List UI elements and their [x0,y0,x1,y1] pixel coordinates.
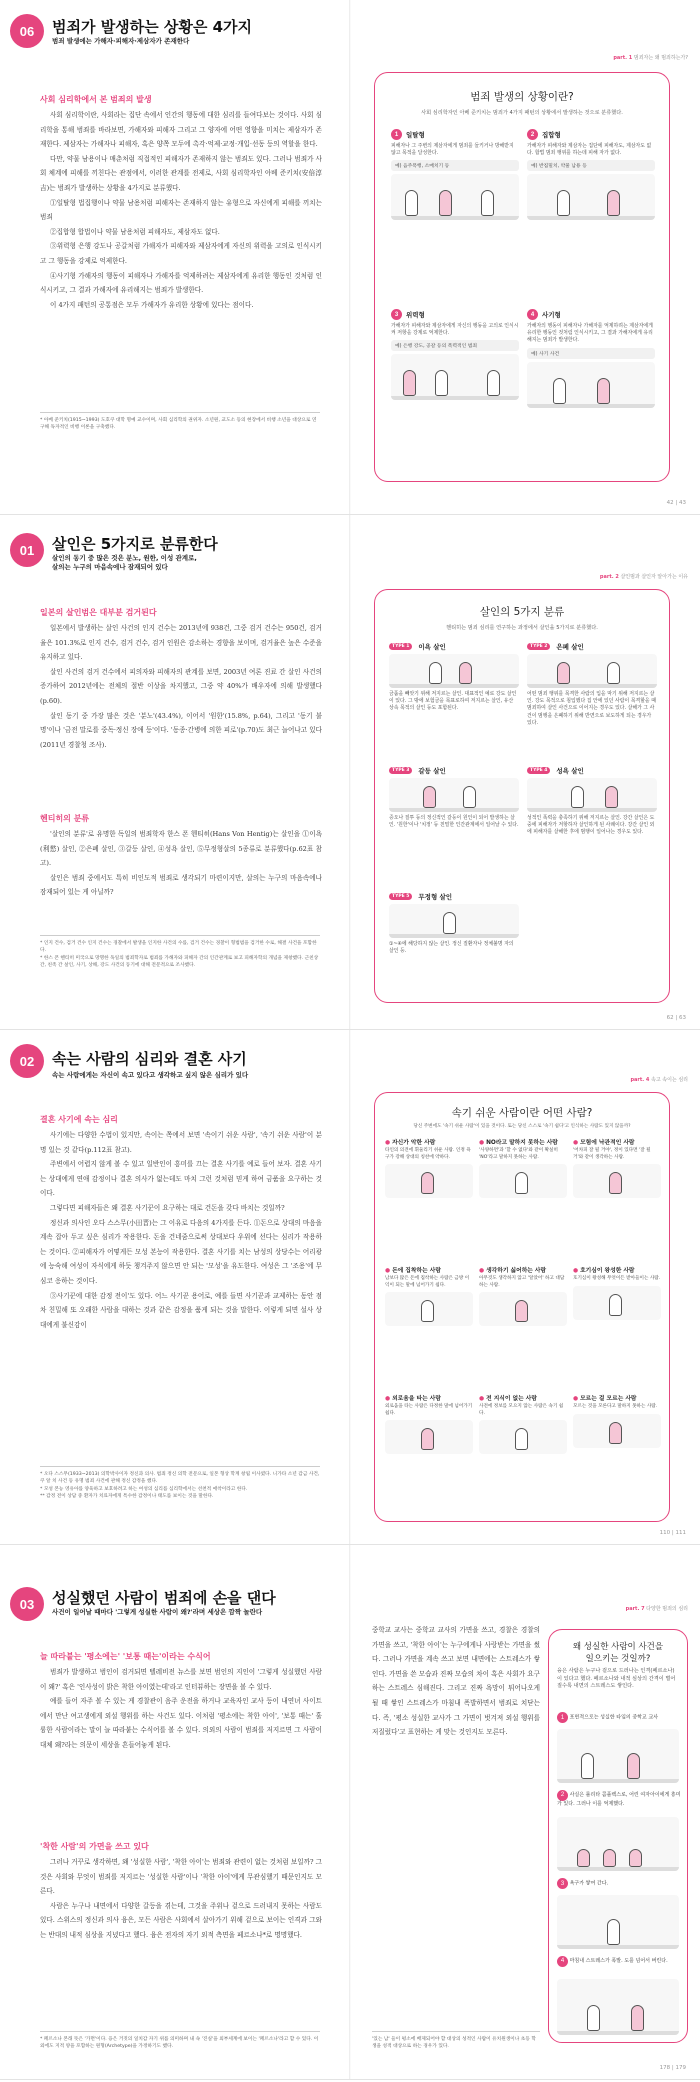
cell-description: 가해자가 피해자와 제삼자에게 자신의 행동을 고의로 인식시켜 저항을 강제로 억제한다. [391,323,519,337]
figure-illustration [527,654,657,688]
chapter-subtitle-line: 살인의 동기 중 많은 것은 분노, 원한, 이성 관계로, [52,554,197,562]
chapter-number-badge: 03 [10,1587,44,1621]
figure-illustration [479,1164,567,1198]
figure-illustration [385,1164,473,1198]
infobox-subtitle: 사회 심리학자인 아베 준키치는 범죄가 4가지 패턴의 상황에서 발생하는 것으로 분류했다. [421,110,623,116]
cell-description: 피해자나 그 주변의 제삼자에게 범죄를 들키거나 방해받지 않고 목적을 달성한다. [391,143,514,157]
paragraph: ③사기꾼에 대한 감정 전이'도 있다. 어느 사기꾼 용어로, 예를 들면 사기꾼과 교제하는 동안 점차 친밀해 또 오래한 사람을 대하는 것과 같은 감정을 품게 되는 것을 말한다. 이렇게 되면 설사 상대에게 불신감이 [40,1291,322,1329]
part-text: 범죄자는 왜 범죄하는가? [633,55,688,61]
cell-label: 집합형 [542,131,561,139]
type-badge: TYPE 2 [527,643,550,650]
infobox-title-line: 왜 성실한 사람이 사건을 [572,1642,664,1652]
part-label: part. 4 [630,1077,650,1083]
infobox-title-line: 일으키는 것일까? [585,1654,651,1664]
infobox [548,1629,688,2043]
trait-label: 외로움을 타는 사람 [392,1396,441,1402]
page-number: 178 | 179 [659,2065,686,2071]
situation-cell [527,129,655,299]
list-item [557,1956,681,1967]
paragraph: 살인은 범죄 중에서도 특히 비인도적 범죄로 생각되기 마련이지만, 살의는 누구의 마음속에나 잠재되어 있는 게 아닐까? [40,873,322,897]
type-cell [389,766,519,886]
page-number: 62 | 63 [666,1015,686,1021]
chapter-title: 속는 사람의 심리와 결혼 사기 [52,1050,247,1068]
part-text: 살인범과 살인자 알아가는 이유 [620,574,688,580]
part-tag [600,573,688,580]
situation-cell [391,309,519,474]
paragraph: '살인의 분류'로 유명한 독일의 범죄학자 한스 폰 헨티히(Hans Von Hentig)는 살인을 ①이욕(利慾) 살인, ②은폐 살인, ③갈등 살인, ④성욕 살인, ⑤무정형살의 5종류로 분류했다(p.62표 참고). [40,830,322,868]
page-number: 110 | 111 [659,1530,686,1536]
trait-cell: ● 외로움을 타는 사람 외로움을 타는 사람은 다정한 말에 넘어가기 쉽다. [385,1393,473,1517]
gutter [349,1545,351,2079]
chapter-subtitle-line: 살의는 누구의 마음속에나 잠재되어 있다 [52,563,168,571]
figure-illustration [391,354,519,400]
trait-description: 타인의 의견에 휘둘리기 쉬운 사람. 인정 욕구가 강해 상대의 칭찬에 약하다. [385,1148,471,1160]
trait-cell: ● 호기심이 왕성한 사람 호기심이 왕성해 무엇이든 받아들이는 사람. [573,1265,661,1389]
type-description: 금품을 빼앗기 위해 저지르는 살인. 대표적인 예로 강도 살인이 있다. 그 밖에 보험금을 목표로하여 저지르는 살인, 유산 상속 목적의 살인 등도 포함된다. [389,691,517,712]
gutter [349,1030,351,1544]
paragraph: 예를 들어 자주 볼 수 있는 게 경찰관이 음주 운전을 하거나 교육자인 교사 등이 내연녀 사이트에서 만난 여고생에게 외설 행위를 하는 사건도 있다. 이처럼 '평소에는 착한 아이', '보통 때는' 훌륭한 사람이라는 말이 늘 따라붙는 수식어를 볼 수 있다. 의외의 사람이 범죄를 저지르면 그 사람이 대체 왜?라는 의문이 세상을 흔들어놓게 된다. [40,1697,322,1749]
list-item-text: 마침내 스트레스가 폭발. 도를 넘어서 버린다. [569,1958,668,1964]
figure-illustration [385,1420,473,1454]
footnote-item: ** 감정 전이 상담 중 환자가 치료자에게 특수한 감정이나 태도를 보이는 것을 말한다. [40,1494,214,1500]
trait-cell: ● 모험에 낙관적인 사람 '어차피 잘 될 거야', 정이 있다면 '잘 될 거'와 같이 생각하는 사람. [573,1137,661,1261]
type-description: ①~④에 해당하지 않는 살인. 정신 질환자나 정체불명 자의 살인 등. [389,941,514,955]
figure-illustration [557,1979,679,2035]
footnote-item: * 한스 폰 헨티히 미국으로 망명한 독일의 범죄학자로 범죄를 가해자와 피해자 간의 인간관계로 보고 피해자학의 개념을 제창했다. 근친상간, 친족 간 살인, 사기, 상해, 강도 사건의 동기에 대해 전문적으로 조사했다. [40,955,319,969]
figure-illustration [479,1292,567,1326]
number-badge: 4 [527,309,538,320]
type-badge: TYPE 3 [389,767,412,774]
figure-illustration [557,1895,679,1949]
number-badge: 1 [557,1712,568,1723]
paragraph: 그러나 거꾸로 생각하면, 왜 '성실한 사람', '착한 아이'는 범죄와 관련이 없는 것처럼 보일까? 그것은 사회와 무엇이 범죄를 저지르는 '성실한 사람'이나 '착한 아이'에게 무관심했기 때문인지도 모른다. [40,1858,322,1896]
chapter-subtitle-line: 사건이 일어날 때마다 '그렇게 성실한 사람이 왜?'라며 세상은 깜짝 놀란다 [52,1608,263,1616]
section-heading: 일본의 살인범은 대부분 검거된다 [40,608,157,617]
figure-illustration [527,778,657,812]
list-item-text: 욕구가 쌓여 간다. [569,1880,609,1887]
type-label: 갈등 살인 [418,767,446,775]
part-label: part. 1 [613,55,633,61]
body-text [40,108,322,312]
body-text [40,1855,322,1943]
trait-description: 아무것도 생각하지 않고 '알았어' 하고 대답하는 사람. [479,1276,565,1288]
paragraph: 사기에는 다양한 수법이 있지만, 속이는 쪽에서 보면 '속이기 쉬운 사람', '속기 쉬운 사람'이 분명 있는 것 같다(p.112표 참고). [40,1131,322,1154]
trait-cell: ● NO라고 말하지 못하는 사람 '사양하면'과 '할 수 없다'와 같이 확실히 'NO'라고 말하지 못하는 사람. [479,1137,567,1261]
paragraph: 일본에서 발생하는 살인 사건의 인지 건수는 2013년에 938건, 그중 검거 건수는 950건, 검거율은 101.3%로 인지 건수, 검거 건수, 검거 인원은 감소하는 경향을 보이며, 검거율은 높은 수준을 유지하고 있다. [40,624,322,662]
footnote: * 아베 준키치(1915~1993) 도호쿠 대학 명예 교수이며, 사회 심리학의 권위자. 소년원, 교도소 등의 현장에서 비행 소년을 대상으로 연구해 독자적인 비행 이론을 구축했다. [40,412,320,432]
infobox [374,589,670,1003]
footnote [40,935,320,970]
list-item [557,1712,658,1723]
body-text [40,1665,322,1753]
figure-illustration [573,1164,661,1198]
cell-description: 가해자의 행동이 피해자나 가해자를 억제하려는 제삼자에게 유리한 행동인 것처럼 인식시키고, 그 결과 가해자에게 유리해지는 범죄가 발생한다. [527,323,653,344]
page-number: 42 | 43 [666,500,686,506]
type-description: 어떤 범죄 행위를 목격한 사람의 입을 막기 위해 저지르는 살인. 강도 목적으로 침입했다 집 안에 있던 사람이 목격할을 때 범죄하여 살인 사건으로 이어지는 경우도 있다. 살해가 그 사건이 범행을 은폐하기 위해 반면으로 보도하게 되는 경우가 있다. [527,691,656,726]
type-description: 성적인 폭력을 충족하기 위해 저지르는 살인. 강간 살인은 도중에 피해자가 저항하자 살인하게 된 사례이다. 강간 살인 외에 피해자를 살해한 후에 범행이 일어나는 경우도 있다. [527,815,655,836]
trait-cell: ● 돈에 집착하는 사람 남보다 많은 돈에 집착하는 사람은 금방 이익이 되는 말에 넘어가기 쉽다. [385,1265,473,1389]
trait-label: NO라고 말하지 못하는 사람 [486,1140,558,1146]
trait-description: 사전에 정보를 모으지 않는 사람은 속기 쉽다. [479,1404,564,1416]
figure-illustration [557,1729,679,1783]
footnote-item: * 인지 건수, 검거 건수 인지 건수는 경찰에서 발생을 인지한 사건의 수를, 검거 건수는 경찰이 형법범을 검거한 수로, 해결 사건을 포함한다. [40,941,317,954]
part-tag [630,1076,688,1083]
footnote: * 페르소나 본래 뜻은 '가면'이다. 융은 거짓의 일치감 자기 위를 의미하며 내 속 '진실'을 외부세계에 보이는 '페르소나'라고 할 수 있다. 이 외에도 지적 양을 포함하는 원형(Archetype)을 가정하기도 했다. [40,2031,320,2051]
type-badge: TYPE 5 [389,893,412,900]
body-text [40,621,322,752]
type-label: 은폐 살인 [556,643,584,651]
spread-2 [0,515,700,1030]
trait-cell: ● 자신가 악한 사람 타인의 의견에 휘둘리기 쉬운 사람. 인정 욕구가 강해 상대의 칭찬에 약하다. [385,1137,473,1261]
chapter-subtitle: 속는 사람에게는 자신이 속고 있다고 생각하고 싶지 않은 심리가 있다 [52,1071,249,1079]
cell-description: 가해자가 피해자와 제삼자는 집단에 피해자도, 제삼자도 없다. 합법 범죄 행위를 하는데 피해 자가 없다. [527,143,652,157]
part-tag [626,1605,688,1612]
type-cell [389,892,519,996]
section-heading: 늘 따라붙는 '평소에는' '보통 때는'이라는 수식어 [40,1652,211,1661]
type-description: 증오나 질투 등의 정신적인 갈등이 원인이 되어 발생하는 살인. '원한'이나 '치정' 등 친밀한 인간관계에서 일어날 수 있다. [389,815,519,829]
figure-illustration [557,1817,679,1871]
infobox-subtitle: 당신 주변에도 '속기 쉬운 사람'이 있을 것이다. 또는 당신 스스로 '속기 쉽다'고 인식하는 사람도 있지 않을까? [413,1124,631,1129]
gutter [349,515,351,1029]
trait-label: 호기심이 왕성한 사람 [580,1268,635,1274]
figure-illustration [391,174,519,220]
paragraph: 범죄가 발생하고 범인이 검거되면 텔레비전 뉴스를 보면 범인의 지인이 '그렇게 성실했던 사람이 왜?' 혹은 '인사성이 밝은 착한 아이였는데'라고 인터뷰하는 장면을 볼 수 있다. [40,1668,322,1691]
chapter-title: 범죄가 발생하는 상황은 4가지 [52,18,252,36]
list-item-text: 포면적으로는 성실한 타입의 중학교 교사 [569,1714,659,1721]
situation-cell [391,129,519,299]
section-heading: '착한 사람'의 가면을 쓰고 있다 [40,1842,149,1851]
cell-example: 예) 사기 사건 [527,348,655,359]
section-heading: 사회 심리학에서 본 범죄의 발생 [40,95,152,104]
footnote [40,1466,320,1501]
paragraph: ④사기형 가해자의 행동이 피해자나 가해자를 억제하려는 제삼자에게 유리한 행동인 것처럼 인식시키고, 그 결과 가해자에 유리해지는 범죄가 발생한다. [40,271,322,295]
chapter-title: 성실했던 사람이 범죄에 손을 댄다 [52,1589,276,1607]
type-badge: TYPE 1 [389,643,412,650]
part-label: part. 7 [625,1606,645,1612]
trait-label: 모험에 낙관적인 사람 [580,1140,635,1146]
type-cell [527,766,657,886]
number-badge: 2 [527,129,538,140]
trait-label: 모르는 걸 모르는 사람 [580,1396,637,1402]
type-label: 무정형 살인 [418,893,453,901]
figure-illustration [573,1414,661,1448]
trait-label: 생각하기 싫어하는 사람 [486,1268,547,1274]
infobox-title: 속기 쉬운 사람이란 어떤 사람? [451,1107,593,1119]
chapter-number-badge: 02 [10,1044,44,1078]
part-label: part. 2 [599,574,619,580]
spread-3 [0,1030,700,1545]
infobox-title: 살인의 5가지 분류 [479,606,565,618]
chapter-number-badge: 06 [10,14,44,48]
paragraph: 사회 심리학이란, 사회라는 집단 속에서 인간의 행동에 대한 심리를 들여다보는 것이다. 사회 심리학을 통해 범죄를 바라보면, 가해자와 피해자 그리고 그 양자에 어떤 영향을 미치는 제삼자가 존재한다. 제삼자는 가해자나 피해자, 혹은 양쪽 모두에 촉각·억제·교정·개입·선동 등의 역할을 한다. [40,111,322,149]
paragraph: 살인 사건의 검거 건수에서 피의자와 피해자의 관계를 보면, 2003년 여론 진료 간 살인 사건의 증가하여 2012년에는 전체의 절반 이상을 차지했고, 그중 약 40%가 배우자에 의해 발생했다(p.60). [40,667,322,705]
trait-description: 호기심이 왕성해 무엇이든 받아들이는 사람. [573,1276,661,1281]
section-heading: 결혼 사기에 속는 심리 [40,1115,118,1124]
sidebar-body-text: 중학교 교사는 중학교 교사의 가면을 쓰고, 경찰은 경찰의 가면을 쓰고, '착한 아이'는 누구에게나 사랑받는 가면을 썼다. 그러나 가면을 계속 쓰고 보면 내면에는 스트레스가 쌓인다. 가면을 쓴 모습과 진짜 모습의 차이 혹은 사회가 요구하는 스트레스 심해진다. 그리고 진짜 욕망이 튀어나오게 될 때 쌓인 스트레스가 마침내 폭발하면서 범죄로 치닫는다. 즉, '평소 성실한 교사가 그 가면이 벗겨져 외설 행위를 저질렀다'고 표현하는 게 맞는 것인지도 모른다. [372,1626,540,1737]
infobox-subtitle: 융은 사람은 누구나 겉으로 드러나는 인격(페르소나)이 있다고 했다. 페르소나와 내적 심상의 간격이 벌어질수록 내면의 스트레스도 쌓인다. [557,1668,676,1690]
situation-cell [527,309,655,474]
type-label: 이욕 살인 [418,643,446,651]
footnote: '있는 남' 들이 평소에 배제되어야 할 대상의 성적인 사람이 유치원생이나 초등 학생을 성적 대상으로 하는 경우가 있다. [372,2031,540,2051]
paragraph: 다만, 약물 남용이나 매춘처럼 직접적인 피해자가 존재하지 않는 범죄도 있다. 그러나 범죄가 사회 체계에 피해를 끼친다는 관점에서, 이러한 관계를 전제로, 사회 심리학자인 아베 준키치(安倍淳吉)는 범죄가 발생하는 상황을 4가지로 분류했다. [40,154,322,192]
trait-description: 외로움을 타는 사람은 다정한 말에 넘어가기 쉽다. [385,1404,473,1416]
paragraph: 정신과 의사인 오다 스스무(小田晋)는 그 이유로 다음의 4가지를 든다. ①돈으로 상대의 마음을 계속 잡아 두고 싶은 심리가 작용한다. 돈을 건네줌으로써 상대보다 우위에 선다는 심리가 작용하는 것이다. ②피해자가 어떻게든 모성 본능이 작용한다. 결혼 사기를 치는 남성의 상당수는 어리광에 능숙해 여성이 자식에게 하듯 챙겨주지 않으면 안 되는 '모성'을 유도한다. 여성은 그 '조용'에 무심코 응하는 것이다. [40,1218,322,1285]
cell-example: 예) 반집밀치, 약물 남용 등 [527,160,655,171]
infobox [374,72,670,482]
cell-label: 일탈형 [406,131,425,139]
type-cell [527,642,657,760]
cell-example: 예) 은행 강도, 공갈 등의 폭력적인 범죄 [391,340,519,351]
section-heading: 헨티히의 분류 [40,814,90,823]
infobox-title: 범죄 발생의 상황이란? [470,91,574,103]
number-badge: 2 [557,1790,568,1801]
paragraph: 그렇다면 피해자들은 왜 결혼 사기꾼이 요구하는 대로 건돈을 갖다 바치는 것일까? [50,1203,285,1212]
trait-description: '사양하면'과 '할 수 없다'와 같이 확실히 'NO'라고 말하지 못하는 사람. [479,1148,558,1160]
footnote-item: * 모성 본능 영유아를 양육하고 보호하려고 하는 여성의 심리를 심리학에서는 선천적 애착이라고 한다. [40,1486,248,1492]
paragraph: ①일탈형 법집행이나 약물 남용처럼 피해자는 존재하지 않는 유형으로 자신에게 피해를 끼치는 범죄 [40,198,322,222]
paragraph: 사람은 누구나 내면에서 다양한 갈등을 겪는데, 그것을 주위나 겉으로 드러내지 못하는 사람도 있다. 스위스의 정신과 의사 융은, 모든 사람은 사회에서 살아가기 위해 겉으로 보이는 인격과 그와는 반대의 내적 심상을 지녔다고 했다. 융은 전자의 자기 외적 측면을 페르소나*로 명명했다. [40,1901,322,1939]
type-label: 성욕 살인 [556,767,584,775]
part-text: 다양한 범죄의 심리 [646,1606,688,1612]
trait-label: 전 지식이 없는 사람 [486,1396,537,1402]
cell-example: 예) 음주폭행, 소매치기 등 [391,160,519,171]
spread-4 [0,1545,700,2080]
infobox-subtitle: 헨티히는 범죄 심리를 연구하는 과정에서 살인을 5가지로 분류했다. [446,625,598,631]
paragraph: 주변에서 어렵지 않게 볼 수 있고 일반인이 흥미를 끄는 결혼 사기를 예로 들어 보자. 결혼 사기는 상대에게 연애 감정이나 결혼 의사가 없는데도 마치 그런 것처럼 믿게 하여 금품을 요구하는 것이다. [40,1160,322,1198]
spread-1 [0,0,700,515]
figure-illustration [573,1286,661,1320]
part-text: 속고 속이는 심리 [651,1077,688,1083]
trait-cell: ● 생각하기 싫어하는 사람 아무것도 생각하지 않고 '알았어' 하고 대답하는 사람. [479,1265,567,1389]
footnote-item: * 오다 스스무(1933~2013) 의학박사이자 정신과 의사. 범죄 정신 의학 전문으로, 일본 형상 학계 창립 이사였다. 니가타 소년 감금 사건, 쿠 알 치 사건 등 유명 범죄 사건에 관해 정신 감정을 했다. [40,1472,320,1485]
figure-illustration [389,778,519,812]
body-text [40,1128,322,1332]
chapter-number-badge: 01 [10,533,44,567]
paragraph: ③위력형 은행 강도나 공갈처럼 가해자가 피해자와 제삼자에게 자신의 위력을 고의로 인식시키고 그 행동을 강제로 억제한다. [40,242,322,265]
type-cell [389,642,519,760]
figure-illustration [389,654,519,688]
trait-cell: ● 모르는 걸 모르는 사람 모르는 것을 모른다고 말하지 못하는 사람. [573,1393,661,1517]
cell-label: 위력형 [406,311,425,319]
paragraph: 이 4가지 패턴의 공통점은 모두 가해자가 유리한 상황에 있다는 점이다. [50,300,254,309]
number-badge: 3 [391,309,402,320]
number-badge: 4 [557,1956,568,1967]
paragraph: 살인 동기 중 가장 많은 것은 '분노'(43.4%), 이어서 '원한'(15.8%, p.64), 그리고 '동기 불명'이나 '금전 말로를 중독·정신 장애 등'이다. '동종·간병에 의한 피로'(p.70)도 최근 늘어나고 있다(2011년 경찰청 조사). [40,711,322,749]
trait-description: 남보다 많은 돈에 집착하는 사람은 금방 이익이 되는 말에 넘어가기 쉽다. [385,1276,470,1288]
part-tag [613,54,688,61]
figure-illustration [389,904,519,938]
chapter-subtitle: 범죄 발생에는 가해자·피해자·제삼자가 존재한다 [52,37,190,45]
figure-illustration [385,1292,473,1326]
type-badge: TYPE 4 [527,767,550,774]
gutter [349,0,351,514]
trait-cell: ● 전 지식이 없는 사람 사전에 정보를 모으지 않는 사람은 속기 쉽다. [479,1393,567,1517]
paragraph: ②집합형 합법이나 약물 남용처럼 피해자도, 제삼자도 없다. [50,227,220,236]
trait-description: 모르는 것을 모른다고 말하지 못하는 사람. [573,1404,658,1409]
figure-illustration [527,362,655,408]
list-item-text: 사실은 롤리타 콤플렉스로, 어린 여자아이에게 흥미가 있다. 그러나 이를 억제했다. [557,1792,681,1807]
number-badge: 3 [557,1878,568,1889]
chapter-title: 살인은 5가지로 분류한다 [52,535,218,553]
trait-description: '어차피 잘 될 거야', 정이 있다면 '잘 될 거'와 같이 생각하는 사람. [573,1148,651,1160]
list-item [557,1878,608,1889]
figure-illustration [479,1420,567,1454]
figure-illustration [527,174,655,220]
trait-label: 돈에 집착하는 사람 [392,1268,441,1274]
trait-label: 자신가 악한 사람 [392,1140,436,1146]
list-item [557,1790,681,1808]
body-text [40,827,322,900]
cell-label: 사기형 [542,311,561,319]
number-badge: 1 [391,129,402,140]
infobox [374,1092,670,1522]
